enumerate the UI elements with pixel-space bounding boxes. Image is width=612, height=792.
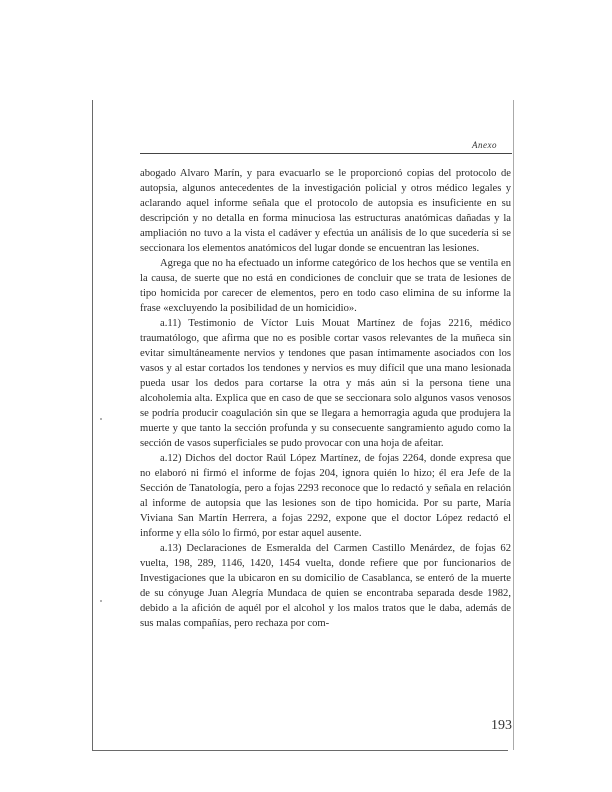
paragraph: abogado Alvaro Marín, y para evacuarlo se le proporcionó copias del protocolo de autopsia, algunos antecedentes de la investigación policial y otros médico legales y aclarando aquel informe señala que el protocolo de autopsia es insuficiente en su descripción y no detalla en forma minuciosa las estructuras anatómicas dañadas y la ampliación no tuvo a la vista el cadáver y efectúa un análisis de lo que sucedería si se seccionara los elementos anatómicos del lugar donde se encuentran las lesiones. [140,168,511,254]
scan-speck [100,600,102,602]
page-number: 193 [491,718,512,733]
paragraph: a.12) Dichos del doctor Raúl López Martínez, de fojas 2264, donde expresa que no elaboró ni firmó el informe de fojas 204, ignora quién lo hizo; él era Jefe de la Sección de Tanatología, pero a fojas 2293 reconoce que lo redactó y señala en relación al informe de autopsia que las lesiones son de tipo homicida. Por su parte, María Viviana San Martín Herrera, a fojas 2292, expone que el doctor López redactó el informe y ella sólo lo firmó, por estar aquel ausente. [140,453,511,539]
scan-speck [100,418,102,420]
body-text [140,166,511,631]
running-head: Anexo [472,140,497,150]
paragraph: a.11) Testimonio de Víctor Luis Mouat Martínez de fojas 2216, médico traumatólogo, que afirma que no es posible cortar vasos relevantes de la muñeca sin evitar simultáneamente nervios y tendones que pasan íntimamente asociados con los vasos y al estar cortados los tendones y nervios es muy difícil que una mano lesionada pueda usar los dedos para cortarse la otra y más aún si la persona tiene una alcoholemia alta. Explica que en caso de que se seccionara solo algunos vasos venosos se podría producir coagulación sin que se llegara a hemorragia aguda que produjera la muerte y que tanto la sección profunda y su consecuente sangramiento agudo como la sección de vasos superficiales se pudo provocar con una hoja de afeitar. [140,318,511,449]
paragraph: a.13) Declaraciones de Esmeralda del Carmen Castillo Menárdez, de fojas 62 vuelta, 198, 289, 1146, 1420, 1454 vuelta, donde refiere que por funcionarios de Investigaciones que la ubicaron en su domicilio de Casablanca, se enteró de la muerte de su cónyuge Juan Alegría Mundaca de quien se encontraba separada desde 1982, debido a la afición de aquél por el alcohol y los malos tratos que le daba, además de sus malas compañías, pero rechaza por com- [140,543,511,629]
header-rule [140,153,512,154]
paragraph: Agrega que no ha efectuado un informe categórico de los hechos que se ventila en la causa, de suerte que no está en condiciones de concluir que se trata de lesiones de tipo homicida por carecer de elementos, pero en todo caso elimina de su informe la frase «excluyendo la posibilidad de un homicidio». [140,258,511,314]
page-edge [513,100,514,750]
